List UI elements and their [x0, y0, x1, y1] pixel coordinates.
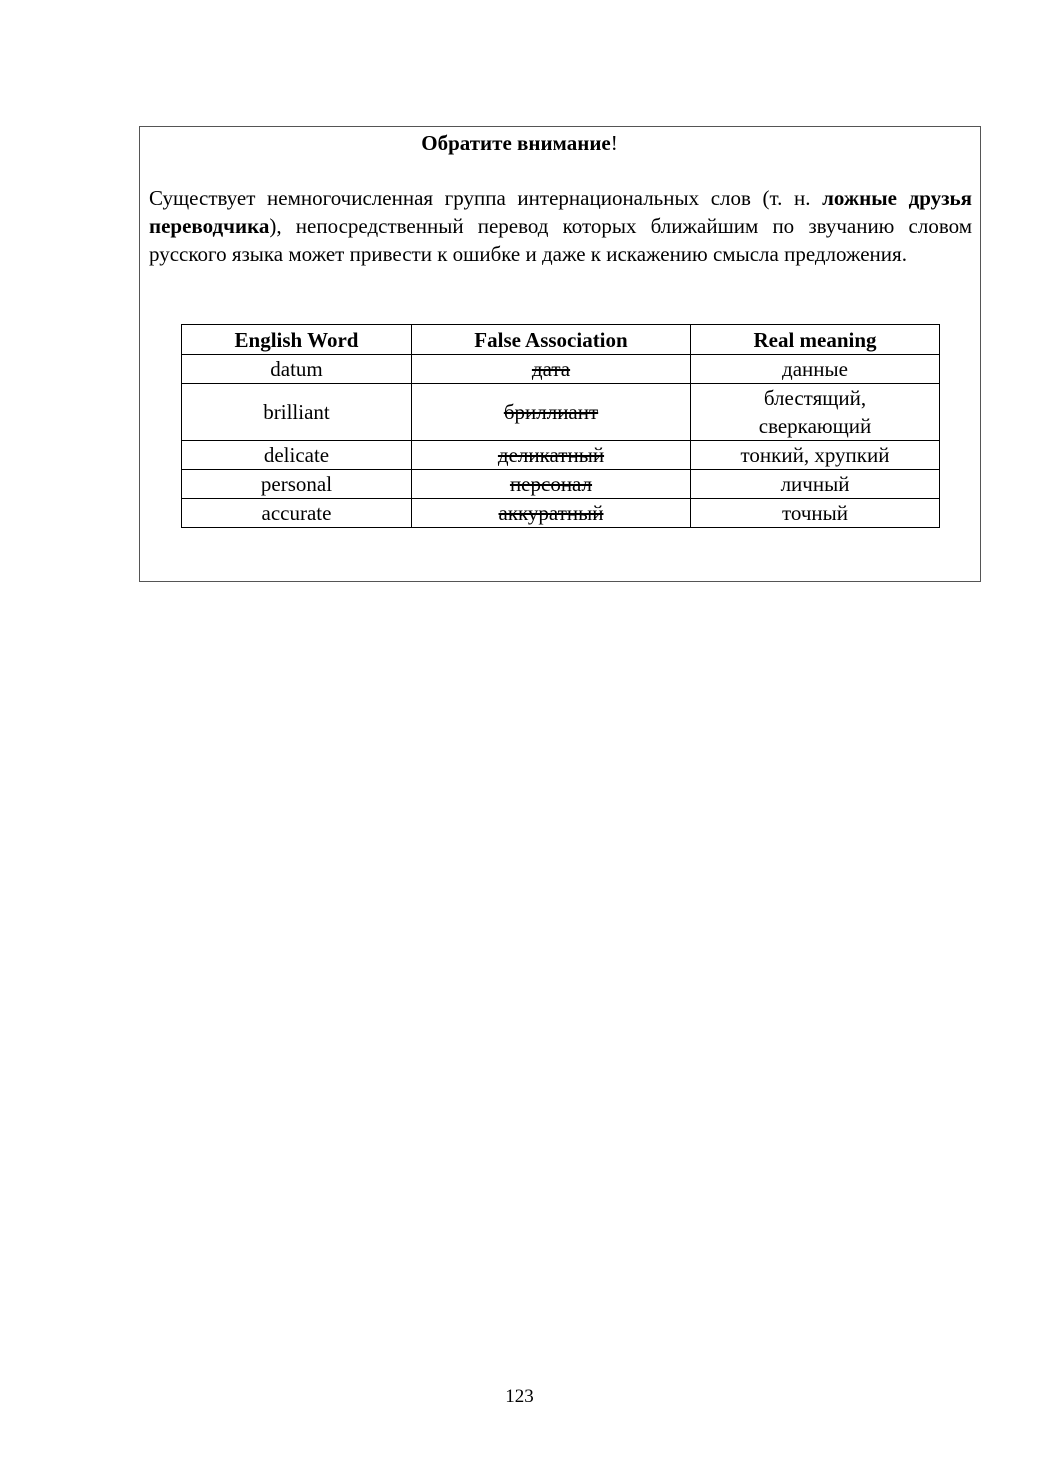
table-row [182, 384, 940, 441]
real-meaning-cell: точный [691, 499, 940, 528]
paragraph-term: ложные друзья переводчика [149, 186, 972, 238]
table-row [182, 499, 940, 528]
header-real-meaning: Real meaning [691, 325, 940, 355]
note-title [0, 129, 1039, 157]
note-title-end: ! [610, 131, 618, 155]
english-word-cell: datum [182, 355, 412, 384]
english-word-cell: brilliant [182, 384, 412, 441]
note-paragraph [149, 184, 972, 268]
false-association-cell [412, 355, 691, 384]
page-number: 123 [505, 1386, 534, 1407]
english-word-cell: personal [182, 470, 412, 499]
false-association-text: бриллиант [503, 400, 599, 424]
real-meaning-cell: личный [691, 470, 940, 499]
false-association-cell [412, 384, 691, 441]
english-word-cell: accurate [182, 499, 412, 528]
real-meaning-cell: тонкий, хрупкий [691, 441, 940, 470]
real-meaning-cell: данные [691, 355, 940, 384]
false-association-cell [412, 499, 691, 528]
false-association-text: аккуратный [498, 501, 604, 525]
false-friends-table [181, 324, 940, 528]
note-title-bold: Обратите внимание [421, 131, 611, 155]
false-association-text: дата [531, 357, 571, 381]
real-meaning-line-2: сверкающий [758, 414, 872, 438]
header-english-word: English Word [182, 325, 412, 355]
false-association-text: деликатный [497, 443, 605, 467]
table-row [182, 470, 940, 499]
false-association-cell [412, 470, 691, 499]
paragraph-end: ), непосредственный перевод которых ближайшим по звучанию словом русского языка может привести к ошибке и даже к искажению смысла предложения. [149, 214, 972, 266]
real-meaning-line-1: блестящий, [763, 386, 867, 410]
paragraph-start: Существует немногочисленная группа интернациональных слов (т. н. [149, 186, 823, 210]
table-header-row [182, 325, 940, 355]
real-meaning-cell [691, 384, 940, 441]
false-association-text: персонал [509, 472, 593, 496]
table-row [182, 355, 940, 384]
table-row [182, 441, 940, 470]
header-false-association: False Association [412, 325, 691, 355]
english-word-cell: delicate [182, 441, 412, 470]
false-association-cell [412, 441, 691, 470]
